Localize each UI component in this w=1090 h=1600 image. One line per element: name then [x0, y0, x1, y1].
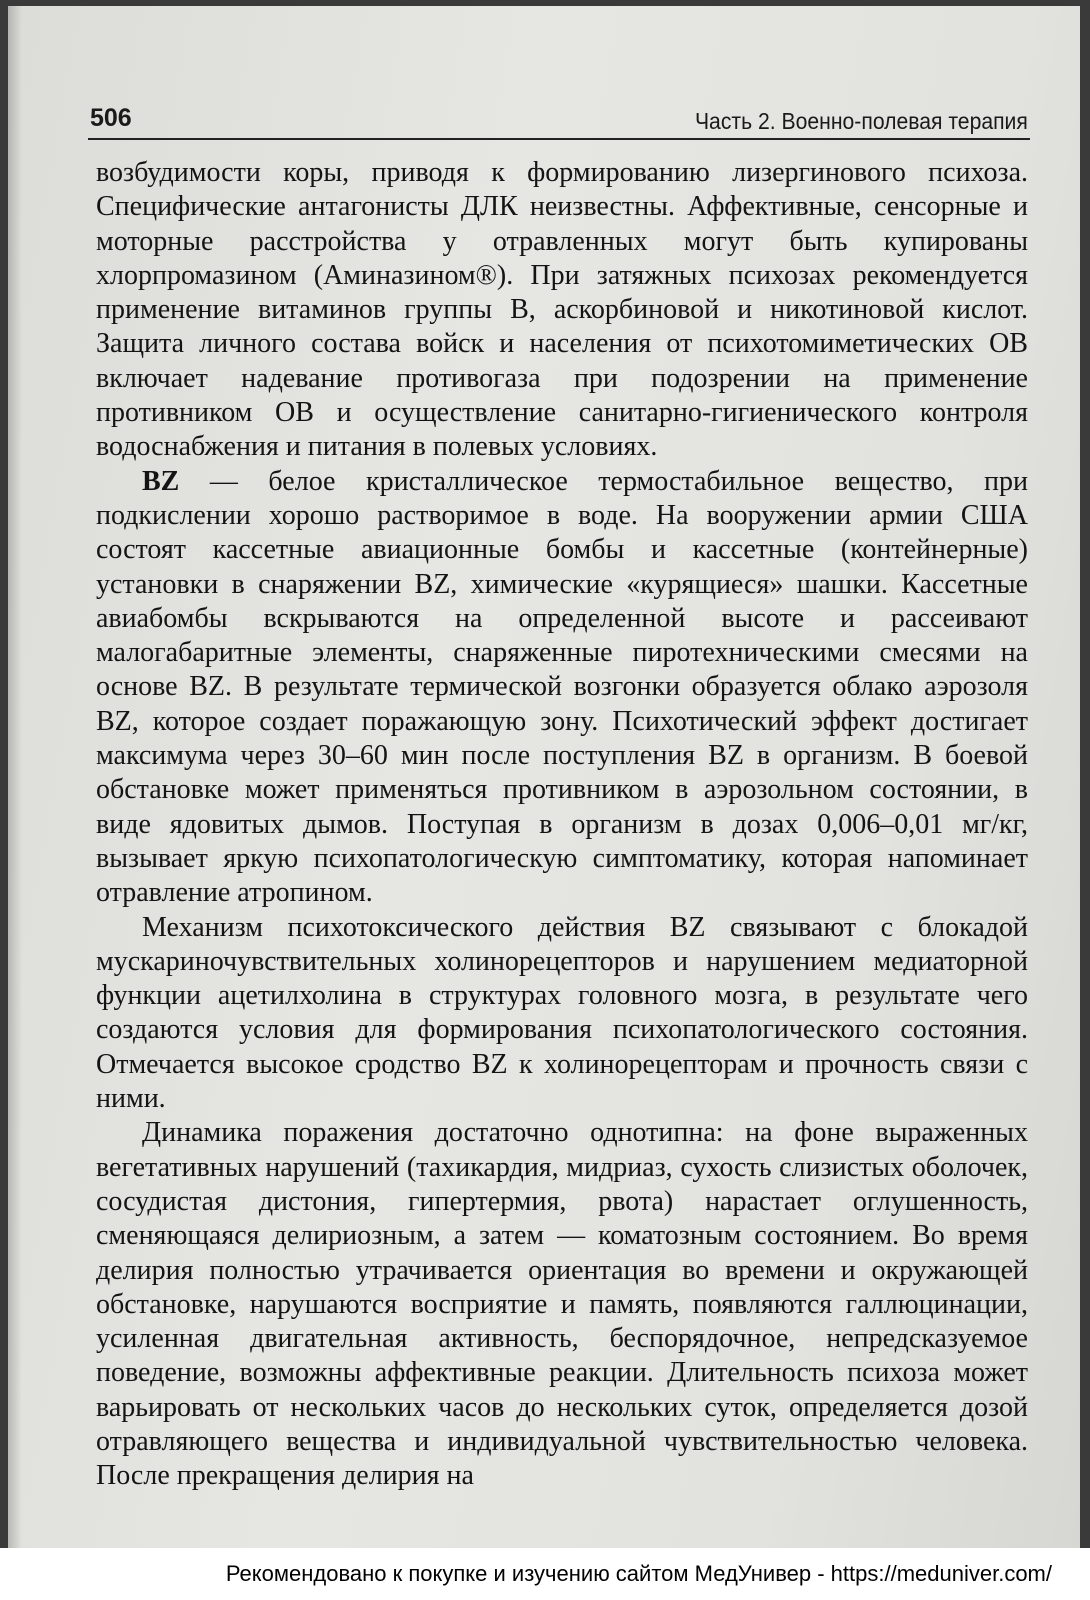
page-binding-shadow — [8, 6, 22, 1596]
watermark-text: Рекомендовано к покупке и изучению сайтом МедУнивер - https://meduniver.com/ — [225, 1561, 1052, 1586]
page-number: 506 — [90, 104, 132, 132]
page-header — [88, 98, 1030, 140]
paragraph-2-text: — белое кристаллическое термостабильное вещество, при подкислении хорошо растворимое в воде. На вооружении армии США состоят кассетные авиационные бомбы и кассетные (контейнерные) установки в снаряжении BZ, химические «курящиеся» шашки. Кассетные авиабомбы вскрываются на определенной высоте и рассеивают малогабаритные элементы, снаряженные пиротехническими смесями на основе BZ. В результате термической возгонки образуется облако аэрозоля BZ, которое создает поражающую зону. Психотический эффект достигает максимума через 30–60 мин после поступления BZ в организм. В боевой обстановке может применяться противником в аэрозольном состоянии, в виде ядовитых дымов. Поступая в организм в дозах 0,006–0,01 мг/кг, вызывает яркую психопатологическую симптоматику, которая напоминает отравление атропином. — [96, 465, 1028, 909]
watermark-banner — [0, 1548, 1090, 1600]
book-page — [8, 6, 1080, 1596]
body-text — [96, 156, 1028, 1494]
paragraph-3: Механизм психотоксического действия BZ связывают с блокадой мускариночувствительных холинорецепторов и нарушением медиаторной функции ацетилхолина в структурах головного мозга, в результате чего создаются условия для формирования психопатологического состояния. Отмечается высокое сродство BZ к холинорецепторам и прочность связи с ними. — [96, 911, 1028, 1115]
paragraph-2 — [96, 465, 1028, 911]
running-title: Часть 2. Военно-полевая терапия — [695, 108, 1028, 134]
paragraph-1: возбудимости коры, приводя к формированию лизергинового психоза. Специфические антагонисты ДЛК неизвестны. Аффективные, сенсорные и моторные расстройства у отравленных могут быть купированы хлорпромазином (Аминазином®). При затяжных психозах рекомендуется применение витаминов группы В, аскорбиновой и никотиновой кислот. Защита личного состава войск и населения от психотомиметических ОВ включает надевание противогаза при подозрении на применение противником ОВ и осуществление санитарно-гигиенического контроля водоснабжения и питания в полевых условиях. — [96, 157, 1028, 463]
term-bz: BZ — [142, 465, 180, 497]
paragraph-4: Динамика поражения достаточно однотипна: на фоне выраженных вегетативных нарушений (тахикардия, мидриаз, сухость слизистых оболочек, сосудистая дистония, гипертермия, рвота) нарастает оглушенность, сменяющаяся делириозным, а затем — коматозным состоянием. Во время делирия полностью утрачивается ориентация во времени и окружающей обстановке, нарушаются восприятие и память, появляются галлюцинации, усиленная двигательная активность, беспорядочное, непредсказуемое поведение, возможны аффективные реакции. Длительность психоза может варьировать от нескольких часов до нескольких суток, определяется дозой отравляющего вещества и индивидуальной чувствительностью человека. После прекращения делирия на — [96, 1117, 1028, 1492]
